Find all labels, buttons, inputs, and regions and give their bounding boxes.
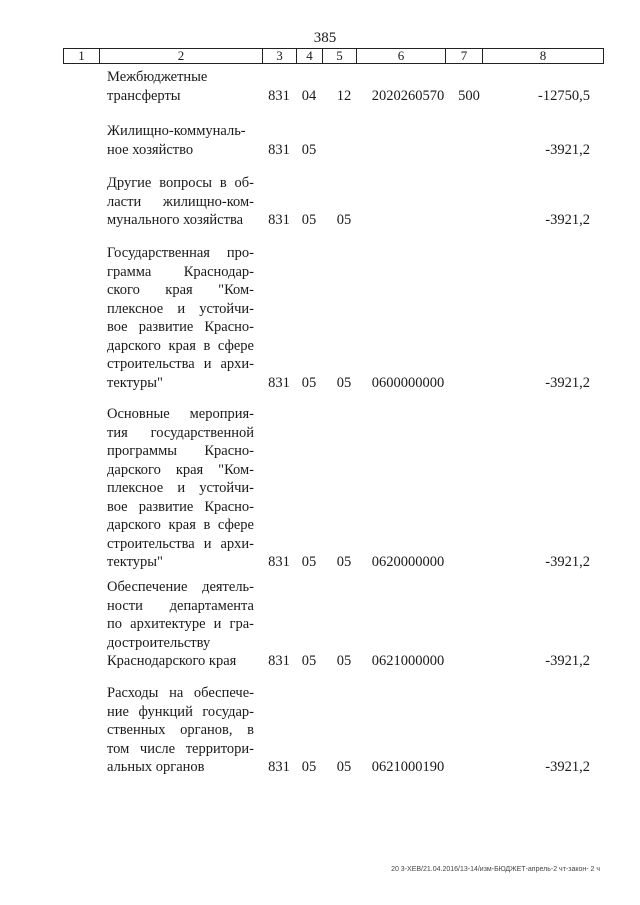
description-line: дарского края в сфере — [107, 337, 254, 354]
description-line: ласти жилищно-ком- — [107, 193, 254, 210]
description-line: по архитектуре и гра- — [107, 616, 254, 632]
code-subsection: 05 — [336, 653, 352, 669]
code-admin: 831 — [268, 554, 290, 570]
description-line: Краснодарского края — [107, 653, 237, 669]
description-line: дарского края в сфере — [107, 517, 254, 533]
code-section: 04 — [301, 87, 317, 104]
row-description — [107, 68, 254, 105]
code-expense-type: 500 — [458, 87, 480, 104]
description-line: плексное и устойчи- — [107, 300, 254, 317]
description-line: грамма Краснодар- — [107, 263, 254, 280]
description-line: вое развитие Красно- — [107, 498, 254, 515]
row-description — [107, 684, 254, 777]
description-line: тектуры" — [107, 554, 163, 570]
description-line: программы Красно- — [107, 443, 254, 459]
description-line: Расходы на обеспече- — [107, 685, 254, 701]
description-line: Основные мероприя- — [107, 406, 254, 422]
description-line: трансферты — [107, 87, 181, 104]
code-subsection: 05 — [336, 374, 352, 391]
header-col-5: 5 — [323, 49, 357, 63]
description-line: тия государственной — [107, 424, 254, 441]
amount: -3921,2 — [545, 554, 590, 570]
code-section: 05 — [301, 653, 317, 669]
code-target-article: 0600000000 — [371, 374, 445, 391]
amount: -3921,2 — [545, 759, 590, 775]
code-admin: 831 — [268, 141, 290, 158]
code-target-article: 0620000000 — [371, 554, 445, 570]
code-section: 05 — [301, 374, 317, 391]
code-section: 05 — [301, 141, 317, 158]
description-line: вое развитие Красно- — [107, 319, 254, 335]
description-line: том числе территори- — [107, 740, 254, 757]
description-line: строительства и архи- — [107, 356, 254, 372]
page-number: 385 — [313, 30, 337, 46]
header-col-3: 3 — [263, 49, 297, 63]
header-col-7: 7 — [446, 49, 483, 63]
code-admin: 831 — [268, 759, 290, 775]
header-col-8: 8 — [539, 48, 547, 63]
description-line: Обеспечение деятель- — [107, 579, 254, 595]
row-description — [107, 174, 254, 230]
code-section: 05 — [301, 212, 317, 228]
code-admin: 831 — [268, 653, 290, 669]
description-line: ное хозяйство — [107, 141, 194, 158]
description-line: тектуры" — [107, 374, 163, 391]
row-description — [107, 578, 254, 671]
description-line: Жилищно-коммуналь- — [107, 123, 246, 139]
header-col-1: 1 — [64, 49, 100, 63]
description-line: ние функций государ- — [107, 703, 254, 720]
description-line: ственных органов, в — [107, 722, 254, 738]
description-line: дарского края "Ком- — [107, 461, 254, 478]
description-line: ского края "Ком- — [107, 282, 254, 298]
footer-reference: 20 3-ХЕВ/21.04.2016/13-14/изм-БЮДЖЕТ-апрель-2 чт-закон- 2 ч — [391, 866, 600, 873]
amount: -3921,2 — [545, 212, 590, 228]
description-line: ности департамента — [107, 597, 254, 614]
description-line: мунального хозяйства — [107, 212, 244, 228]
row-description — [107, 244, 254, 392]
code-subsection: 05 — [336, 212, 352, 228]
description-line: альных органов — [107, 759, 205, 775]
amount: -3921,2 — [545, 653, 590, 669]
amount: -3921,2 — [545, 374, 590, 391]
code-section: 05 — [301, 554, 317, 570]
code-section: 05 — [301, 759, 317, 775]
code-admin: 831 — [268, 87, 290, 104]
row-description — [107, 122, 254, 159]
description-line: Межбюджетные — [107, 69, 208, 85]
row-description — [107, 405, 254, 572]
code-admin: 831 — [268, 374, 290, 391]
amount: -12750,5 — [538, 87, 590, 104]
header-col-6: 6 — [357, 49, 446, 63]
code-target-article: 2020260570 — [371, 87, 445, 104]
description-line: достроительству — [107, 634, 211, 651]
code-subsection: 05 — [336, 554, 352, 570]
description-line: Государственная про- — [107, 245, 254, 261]
description-line: Другие вопросы в об- — [107, 175, 254, 191]
code-subsection: 12 — [336, 87, 352, 104]
code-target-article: 0621000000 — [371, 653, 445, 669]
description-line: плексное и устойчи- — [107, 480, 254, 496]
code-target-article: 0621000190 — [371, 759, 445, 775]
code-subsection: 05 — [336, 759, 352, 775]
description-line: строительства и архи- — [107, 535, 254, 552]
header-col-4: 4 — [297, 49, 323, 63]
code-admin: 831 — [268, 212, 290, 228]
amount: -3921,2 — [545, 141, 590, 158]
header-col-2: 2 — [100, 49, 263, 63]
